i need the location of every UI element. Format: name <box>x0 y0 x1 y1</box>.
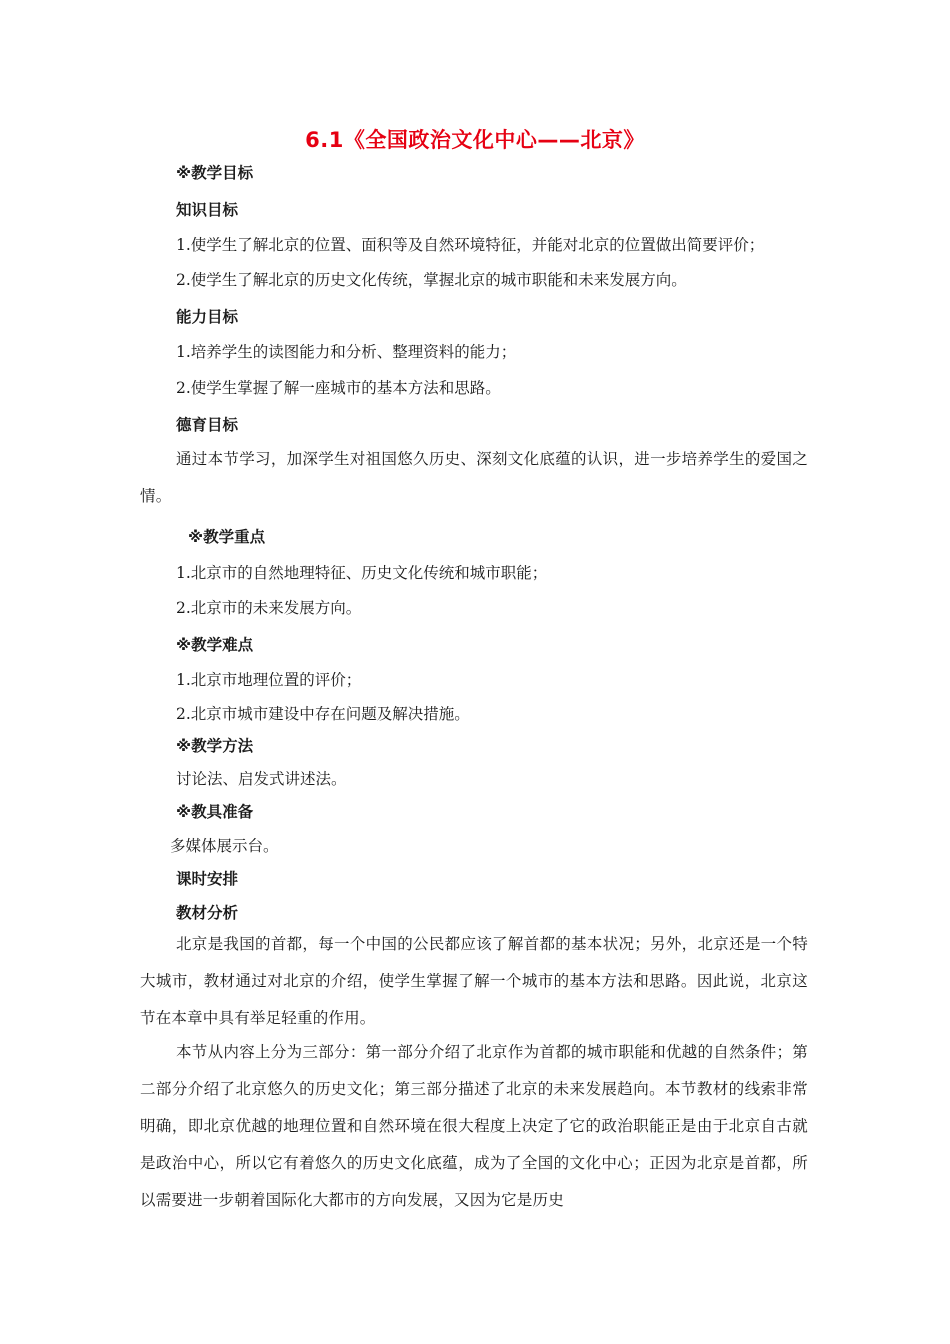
teaching-method-text: 讨论法、启发式讲述法。 <box>176 770 347 788</box>
difficult-points-heading: ※教学难点 <box>176 636 254 654</box>
key-points-heading: ※教学重点 <box>188 528 266 546</box>
page-title: 6.1《全国政治文化中心——北京》 <box>305 128 645 152</box>
difficult-point-2: 2.北京市城市建设中存在问题及解决措施。 <box>176 705 470 723</box>
key-point-2: 2.北京市的未来发展方向。 <box>176 599 362 617</box>
teaching-goals-heading: ※教学目标 <box>176 164 254 182</box>
knowledge-goal-1: 1.使学生了解北京的位置、面积等及自然环境特征，并能对北京的位置做出简要评价； <box>176 236 765 254</box>
material-analysis-paragraph-1: 北京是我国的首都，每一个中国的公民都应该了解首都的基本状况；另外，北京还是一个特大城市，教材通过对北京的介绍，使学生掌握了解一个城市的基本方法和思路。因此说，北京这节在本章中具有举足轻重的作用。 <box>140 935 808 1027</box>
ability-goal-1: 1.培养学生的读图能力和分析、整理资料的能力； <box>176 343 517 361</box>
teaching-tools-text: 多媒体展示台。 <box>170 837 279 855</box>
class-schedule-heading: 课时安排 <box>176 870 239 888</box>
teaching-tools-heading: ※教具准备 <box>176 803 254 821</box>
teaching-method-heading: ※教学方法 <box>176 737 254 755</box>
material-analysis-paragraph-2: 本节从内容上分为三部分：第一部分介绍了北京作为首都的城市职能和优越的自然条件；第二部分介绍了北京悠久的历史文化；第三部分描述了北京的未来发展趋向。本节教材的线索非常明确，即北京优越的地理位置和自然环境在很大程度上决定了它的政治职能正是由于北京自古就是政治中心，所以它有着悠久的历史文化底蕴，成为了全国的文化中心；正因为北京是首都，所以需要进一步朝着国际化大都市的方向发展，又因为它是历史 <box>140 1043 808 1209</box>
moral-goals-paragraph: 通过本节学习，加深学生对祖国悠久历史、深刻文化底蕴的认识，进一步培养学生的爱国之情。 <box>140 450 808 505</box>
knowledge-goal-2: 2.使学生了解北京的历史文化传统，掌握北京的城市职能和未来发展方向。 <box>176 271 687 289</box>
ability-goal-2: 2.使学生掌握了解一座城市的基本方法和思路。 <box>176 379 501 397</box>
key-point-1: 1.北京市的自然地理特征、历史文化传统和城市职能； <box>176 564 548 582</box>
material-analysis-heading: 教材分析 <box>176 904 239 922</box>
difficult-point-1: 1.北京市地理位置的评价； <box>176 671 362 689</box>
ability-goals-heading: 能力目标 <box>176 308 239 326</box>
knowledge-goals-heading: 知识目标 <box>176 201 239 219</box>
moral-goals-heading: 德育目标 <box>176 416 239 434</box>
